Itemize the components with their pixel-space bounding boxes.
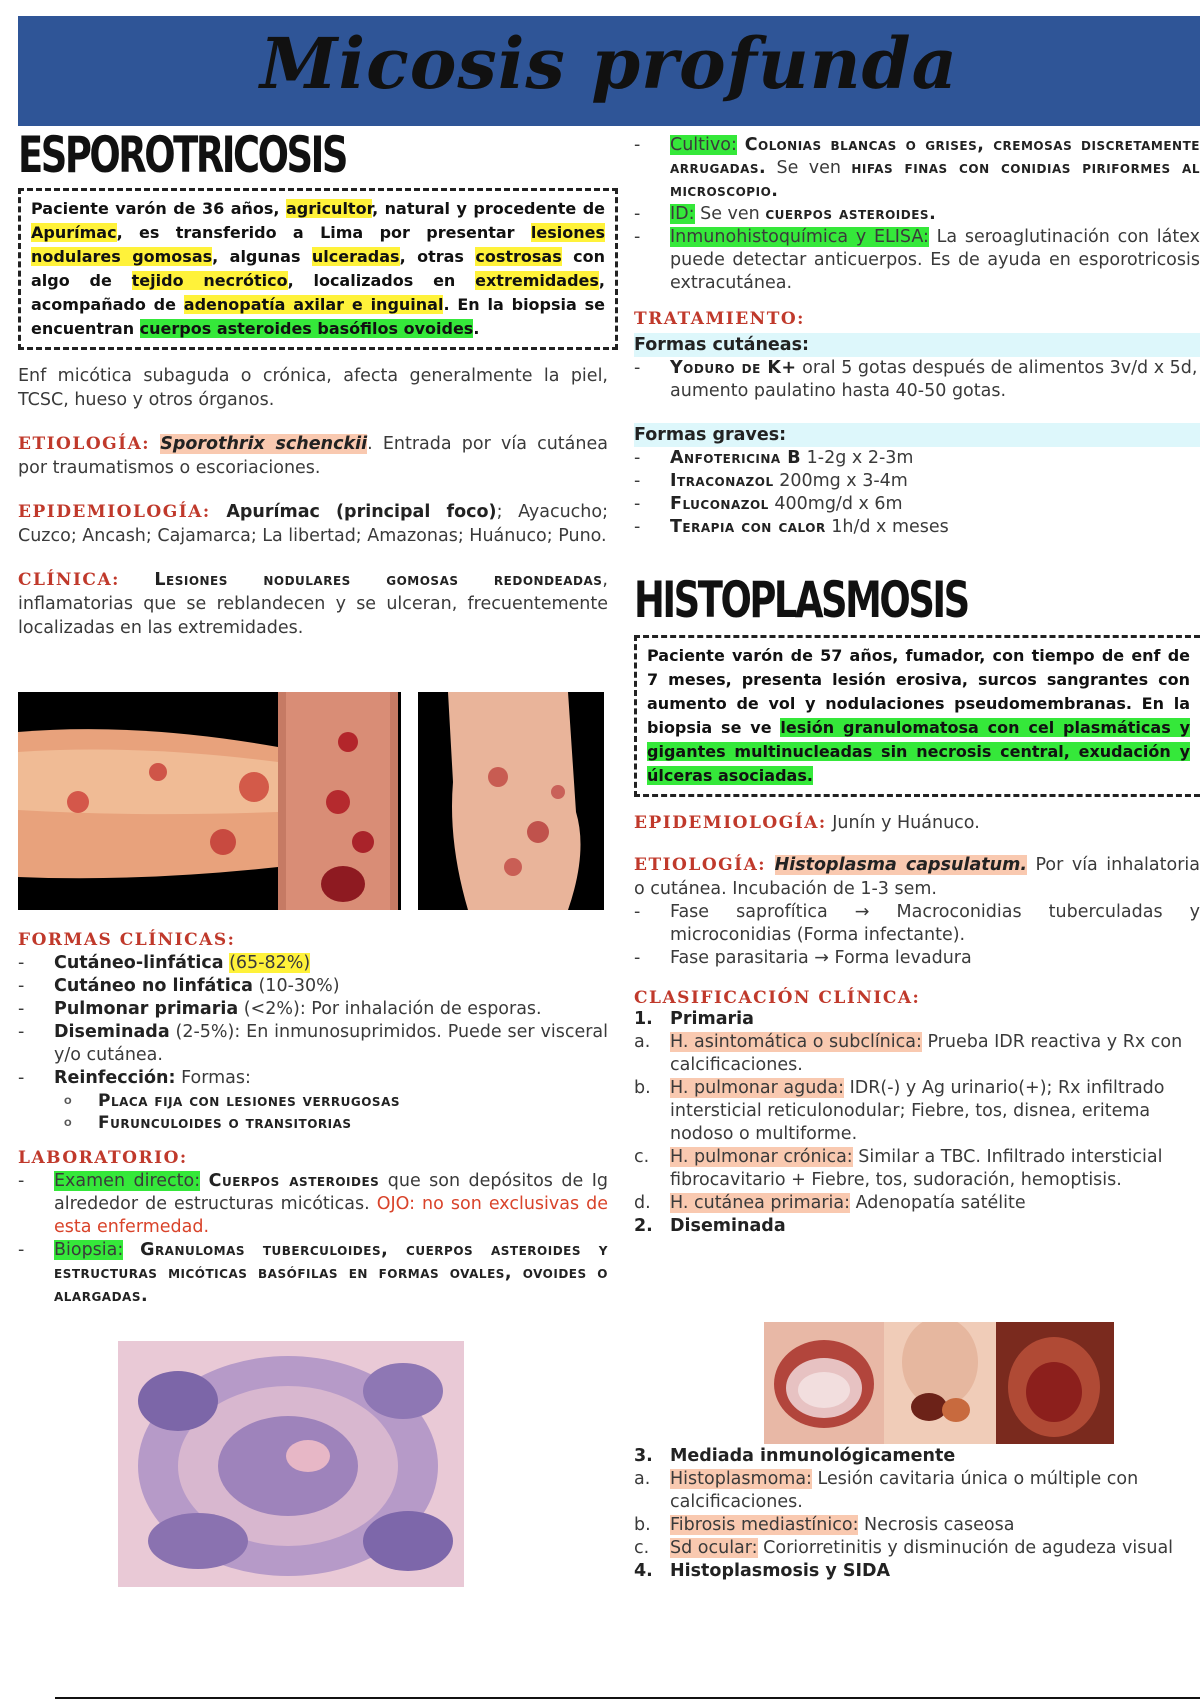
mediada-item <box>634 1445 1200 1468</box>
case-highlight: cuerpos asteroides basófilos ovoides <box>139 319 474 338</box>
laboratorio-label: LABORATORIO: <box>18 1148 188 1168</box>
dx-text: Se ven <box>694 204 766 224</box>
esporotricosis-clinica <box>18 568 608 640</box>
diagnostico-list <box>634 134 1200 295</box>
case-text: , acompañado de <box>31 271 605 314</box>
list-item <box>18 1239 608 1308</box>
category-name: Primaria <box>670 1009 754 1029</box>
list-item <box>634 1077 1200 1146</box>
esporotricosis-case-box <box>18 188 618 350</box>
letter-mark: a. <box>634 1469 651 1489</box>
formas-clinicas-list <box>18 952 608 1090</box>
fases-list <box>634 901 1200 970</box>
main-focus: Apurímac (principal foco) <box>226 502 497 522</box>
letter-mark: a. <box>634 1032 651 1052</box>
etiologia-text: Por vía inhalatoria o cutánea. Incubación de 1-3 sem. <box>634 855 1200 899</box>
type-text: Similar a TBC. Infiltrado intersticial fibrocavitario + Fiebre, tos, sudoración, hemoptisis. <box>670 1147 1163 1190</box>
clasificacion-list <box>634 1008 1200 1031</box>
list-item <box>634 470 1200 493</box>
drug-name: Terapia con calor <box>670 517 826 537</box>
forma-name: Cutáneo no linfática <box>54 976 253 996</box>
list-item <box>18 975 608 998</box>
letter-mark: b. <box>634 1078 651 1098</box>
letter-mark: d. <box>634 1193 651 1213</box>
histoplasmosis-epidemiologia <box>634 811 1200 835</box>
type-text: Adenopatía satélite <box>850 1193 1026 1213</box>
list-item <box>634 203 1200 226</box>
lesion-photo-arm <box>18 692 401 910</box>
type-text: Lesión cavitaria única o múltiple con calcificaciones. <box>670 1469 1139 1512</box>
histoplasmosis-case-box <box>634 635 1200 797</box>
letter-mark: b. <box>634 1515 651 1535</box>
section-label: ETIOLOGÍA: <box>634 855 767 875</box>
organism-name: Sporothrix schenckii <box>160 434 368 454</box>
forma-detail: Formas: <box>175 1068 251 1088</box>
dx-sc: Colonias blancas o grises, cremosas discretamente arrugadas. <box>670 135 1200 178</box>
type-tag: Sd ocular: <box>670 1538 758 1558</box>
list-item <box>634 1008 1200 1031</box>
lab-text: que son depósitos de Ig alrededor de estructuras micóticas. <box>54 1171 608 1214</box>
right-column <box>634 126 1200 1238</box>
case-highlight: agricultor <box>285 199 373 218</box>
list-item <box>634 1192 1200 1215</box>
dx-text: Se ven <box>766 158 852 178</box>
list-item <box>634 516 1200 539</box>
type-tag: H. pulmonar aguda: <box>670 1078 845 1098</box>
dx-sc: cuerpos asteroides. <box>765 204 937 224</box>
biopsy-micrograph <box>118 1341 464 1587</box>
lab-sc: Cuerpos asteroides <box>208 1171 380 1191</box>
case-text: . <box>473 319 480 338</box>
case-text: Paciente varón de 36 años, <box>31 199 286 218</box>
list-item <box>634 134 1200 203</box>
tratamiento-graves-list <box>634 447 1200 539</box>
dx-tag: Cultivo: <box>670 135 737 155</box>
type-tag: H. cutánea primaria: <box>670 1193 851 1213</box>
list-item: - Fase parasitaria → Forma levadura <box>634 947 1200 970</box>
forma-detail: (65-82%) <box>229 953 311 973</box>
formas-graves-label: Formas graves: <box>634 423 1200 447</box>
drug-dose: 400mg/d x 6m <box>768 494 903 514</box>
lab-tag: Examen directo: <box>54 1171 201 1191</box>
oral-lesion-photos <box>764 1322 1114 1444</box>
forma-detail: (10-30%) <box>252 976 340 996</box>
tratamiento-cutaneas-list <box>634 357 1200 403</box>
case-text: , algunas <box>212 247 312 266</box>
dx-text: La seroaglutinación con látex puede detectar anticuerpos. Es de ayuda en esporotricosis extracutánea. <box>670 227 1200 293</box>
formas-cutaneas-label: Formas cutáneas: <box>634 333 1200 357</box>
diseminada-item <box>634 1215 1200 1238</box>
ojo-note: OJO: no son exclusivas de esta enfermedad. <box>54 1194 608 1237</box>
section-label: EPIDEMIOLOGÍA: <box>18 502 211 522</box>
list-item <box>634 357 1200 403</box>
organism-name: Histoplasma capsulatum. <box>774 855 1027 875</box>
sub-item: o Furunculoides o transitorias <box>18 1112 608 1134</box>
epidemiologia-text: Junín y Huánuco. <box>826 813 980 833</box>
dx-tag: Inmunohistoquímica y ELISA: <box>670 227 929 247</box>
forma-name: Diseminada <box>54 1022 170 1042</box>
case-highlight: lesión granulomatosa con cel plasmáticas y gigantes multinucleadas sin necrosis central, exudación y úlceras asociadas. <box>647 718 1190 785</box>
dx-tag: ID: <box>670 204 695 224</box>
type-tag: Histoplasmoma: <box>670 1469 812 1489</box>
left-column-lower <box>18 930 608 1308</box>
section-label: CLÍNICA: <box>18 570 120 590</box>
esporotricosis-etiologia <box>18 432 608 480</box>
type-text: IDR(-) y Ag urinario(+); Rx infiltrado intersticial reticulonodular; Fiebre, tos, disnea, eritema nodoso o multiforme. <box>670 1078 1165 1144</box>
case-highlight: costrosas <box>475 247 562 266</box>
list-item <box>18 952 608 975</box>
primaria-sublist <box>634 1031 1200 1215</box>
drug-name: Yoduro de K+ <box>670 358 797 378</box>
list-item <box>634 1514 1200 1537</box>
esporotricosis-heading: ESPOROTRICOSIS <box>18 126 347 184</box>
list-item <box>634 1560 1200 1583</box>
list-item <box>18 998 608 1021</box>
clasificacion-label: CLASIFICACIÓN CLÍNICA: <box>634 988 921 1008</box>
bottom-rule <box>55 1697 1200 1699</box>
case-text: . En la biopsia se encuentran <box>31 295 606 338</box>
drug-dose: 200mg x 3-4m <box>773 471 908 491</box>
sida-item <box>634 1560 1200 1583</box>
section-label: ETIOLOGÍA: <box>18 434 151 454</box>
type-tag: Fibrosis mediastínico: <box>670 1515 859 1535</box>
lab-tag: Biopsia: <box>54 1240 124 1260</box>
dx-sc: hifas finas con conidias piriformes al microscopio. <box>670 158 1200 201</box>
list-item <box>634 1215 1200 1238</box>
type-text: Necrosis caseosa <box>858 1515 1015 1535</box>
list-item <box>18 1067 608 1090</box>
forma-detail: (2-5%): En inmunosuprimidos. Puede ser visceral y/o cutánea. <box>54 1022 608 1065</box>
type-tag: H. asintomática o subclínica: <box>670 1032 922 1052</box>
letter-mark: c. <box>634 1147 650 1167</box>
type-tag: H. pulmonar crónica: <box>670 1147 853 1167</box>
section-label: EPIDEMIOLOGÍA: <box>634 813 827 833</box>
esporotricosis-intro: Enf micótica subaguda o crónica, afecta generalmente la piel, TCSC, hueso y otros órganos. <box>18 366 608 410</box>
forma-name: Reinfección: <box>54 1068 176 1088</box>
list-item: - Fase saprofítica → Macroconidias tuberculadas y microconidias (Forma infectante). <box>634 901 1200 947</box>
clinica-text: , inflamatorias que se reblandecen y se ulceran, frecuentemente localizadas en las extremidades. <box>18 570 608 638</box>
number-mark: 3. <box>634 1446 653 1466</box>
list-item <box>634 1468 1200 1514</box>
case-highlight: extremidades <box>475 271 599 290</box>
case-text: , localizados en <box>287 271 476 290</box>
lab-sc: Granulomas tuberculoides, cuerpos asteroides y estructuras micóticas basófilas en formas ovales, ovoides o alargadas. <box>54 1240 608 1306</box>
type-text: Prueba IDR reactiva y Rx con calcificaciones. <box>670 1032 1183 1075</box>
list-item <box>634 1445 1200 1468</box>
sub-item: o Placa fija con lesiones verrugosas <box>18 1090 608 1112</box>
list-item <box>634 493 1200 516</box>
drug-dose: 1-2g x 2-3m <box>801 448 914 468</box>
histoplasmosis-heading: HISTOPLASMOSIS <box>634 571 968 629</box>
drug-name: Anfotericina B <box>670 448 802 468</box>
list-item <box>18 1170 608 1239</box>
lesion-photo-hand <box>418 692 604 910</box>
epidemiologia-text: ; Ayacucho; Cuzco; Ancash; Cajamarca; La libertad; Amazonas; Huánuco; Puno. <box>18 502 608 546</box>
histoplasmosis-etiologia <box>634 853 1200 901</box>
formas-clinicas-label: FORMAS CLÍNICAS: <box>18 930 236 950</box>
drug-dose: oral 5 gotas después de alimentos 3v/d x 5d, aumento paulatino hasta 40-50 gotas. <box>670 358 1198 401</box>
clinica-lesions: Lesiones nodulares gomosas redondeadas <box>154 570 603 590</box>
case-highlight: tejido necrótico <box>131 271 288 290</box>
case-highlight: adenopatía axilar e inguinal <box>183 295 444 314</box>
mediada-sublist <box>634 1468 1200 1560</box>
reinfeccion-sublist <box>18 1090 608 1134</box>
case-text: Paciente varón de 57 años, fumador, con tiempo de enf de 7 meses, presenta lesión erosiva, surcos sangrantes con aumento de vol y nodulaciones pseudomembranas. En la biopsia se ve <box>647 646 1190 737</box>
forma-name: Pulmonar primaria <box>54 999 239 1019</box>
laboratorio-list <box>18 1170 608 1308</box>
case-highlight: lesiones nodulares gomosas <box>31 223 605 266</box>
number-mark: 4. <box>634 1561 653 1581</box>
page-title: Micosis profunda <box>260 22 958 105</box>
case-highlight: ulceradas <box>311 247 400 266</box>
list-item <box>634 1031 1200 1077</box>
number-mark: 1. <box>634 1009 653 1029</box>
type-text: Coriorretinitis y disminución de agudeza visual <box>757 1538 1174 1558</box>
number-mark: 2. <box>634 1216 653 1236</box>
category-name: Diseminada <box>670 1216 786 1236</box>
list-item <box>18 1021 608 1067</box>
case-text: , natural y procedente de <box>372 199 606 218</box>
drug-name: Fluconazol <box>670 494 769 514</box>
list-item <box>634 447 1200 470</box>
list-item <box>634 1537 1200 1560</box>
case-highlight: Apurímac <box>31 223 117 242</box>
title-banner <box>18 16 1200 126</box>
letter-mark: c. <box>634 1538 650 1558</box>
left-column <box>18 126 608 640</box>
etiologia-text: . Entrada por vía cutánea por traumatismos o escoriaciones. <box>18 434 608 478</box>
drug-name: Itraconazol <box>670 471 774 491</box>
case-text: con algo de <box>31 247 606 290</box>
list-item <box>634 1146 1200 1192</box>
forma-name: Cutáneo-linfática <box>54 953 224 973</box>
case-text: , es transferido a Lima por presentar <box>116 223 531 242</box>
category-name: Mediada inmunológicamente <box>670 1446 956 1466</box>
drug-dose: 1h/d x meses <box>825 517 949 537</box>
right-column-lower <box>634 1445 1200 1583</box>
forma-detail: (<2%): Por inhalación de esporas. <box>238 999 542 1019</box>
esporotricosis-epidemiologia <box>18 500 608 548</box>
tratamiento-label: TRATAMIENTO: <box>634 309 805 329</box>
case-text: , otras <box>399 247 476 266</box>
list-item <box>634 226 1200 295</box>
category-name: Histoplasmosis y SIDA <box>670 1561 891 1581</box>
